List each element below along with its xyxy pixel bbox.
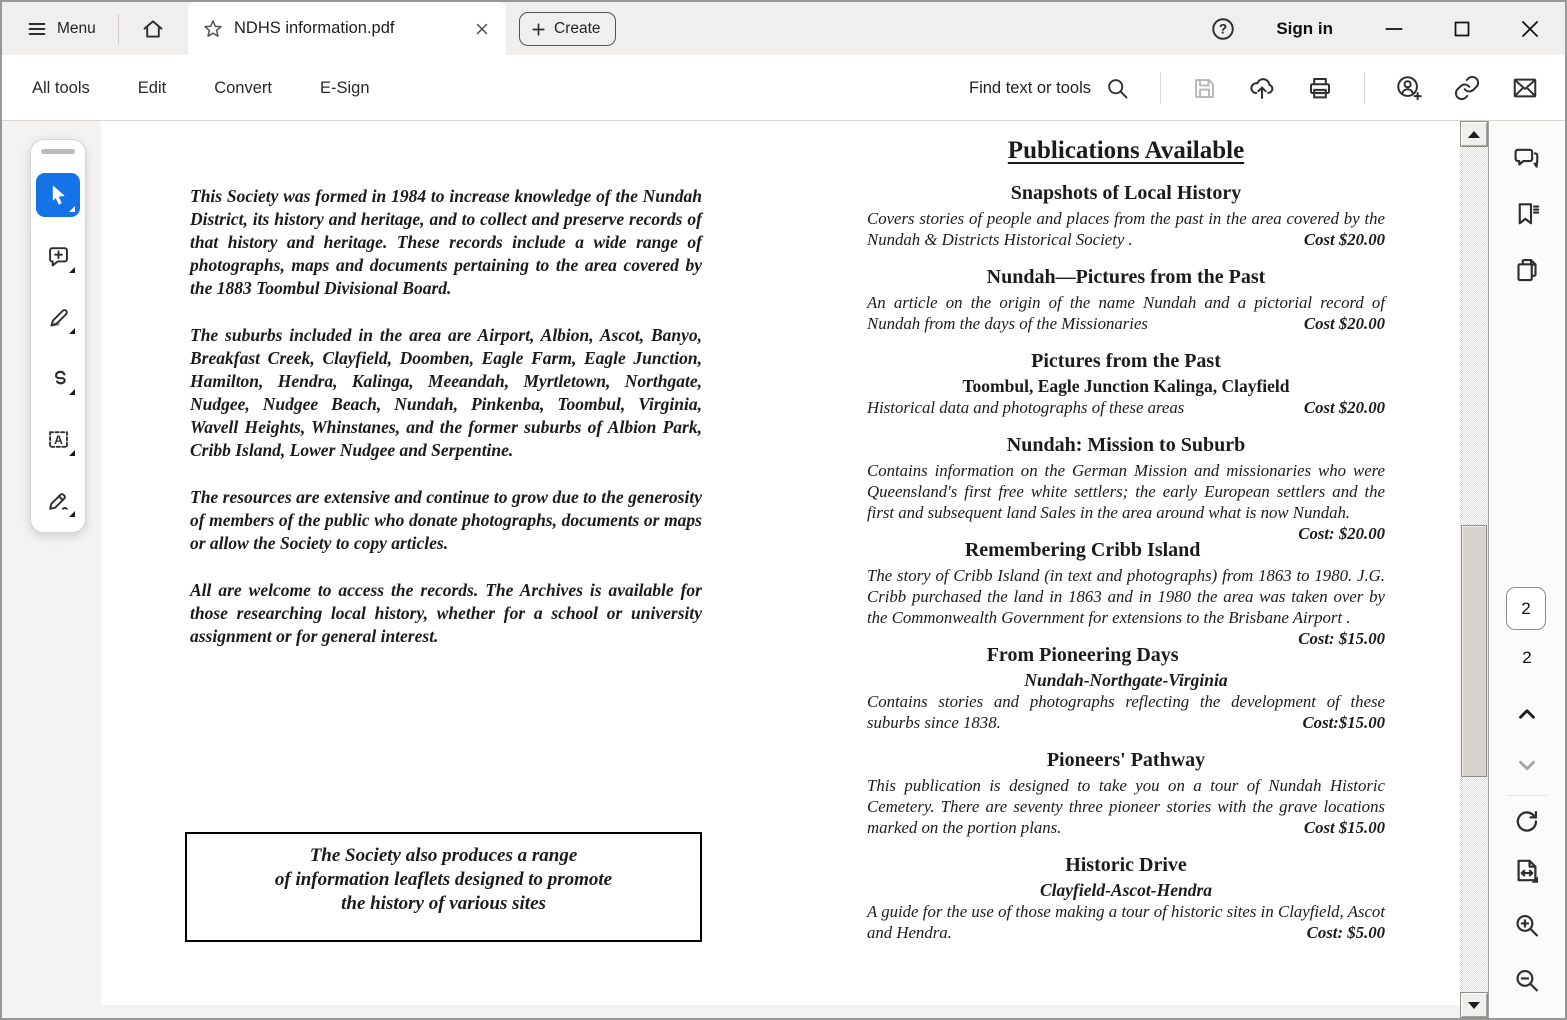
add-user-button[interactable] <box>1395 74 1423 102</box>
publication-entry <box>867 853 1385 943</box>
menu-button[interactable] <box>16 12 106 46</box>
tool-options-indicator <box>69 389 75 395</box>
rotate-icon <box>1513 807 1542 836</box>
fit-width-button[interactable] <box>1512 855 1543 886</box>
svg-text:?: ? <box>1219 21 1228 37</box>
document-viewer <box>2 121 1489 1018</box>
publication-entry <box>867 181 1385 250</box>
publication-entry <box>867 433 1385 543</box>
minimize-icon <box>1381 16 1407 42</box>
toolbar <box>2 55 1565 121</box>
zoom-out-button[interactable] <box>1513 966 1542 995</box>
save-icon <box>1191 75 1218 102</box>
publication-desc-text: Covers stories of people and places from the past in the area covered by the Nundah & Districts Historical Society . <box>867 209 1385 249</box>
plus-icon <box>530 21 547 38</box>
publication-cost: Cost $20.00 <box>1303 314 1385 333</box>
intro-paragraph: This Society was formed in 1984 to increase knowledge of the Nundah District, its history and heritage, and to collect and preserve records of that history and heritage. These records include a wide range of photographs, maps and documents pertaining to the area covered by the 1883 Toombul Divisional Board. <box>190 186 702 298</box>
publication-entry <box>867 643 1385 733</box>
publication-subtitle: Nundah-Northgate-Virginia <box>1024 670 1228 690</box>
comments-panel-button[interactable] <box>1512 143 1542 173</box>
publication-desc <box>867 292 1385 334</box>
text-select-tool-button[interactable] <box>36 417 80 461</box>
highlight-tool-button[interactable] <box>36 295 80 339</box>
tab-close-button[interactable] <box>470 17 494 41</box>
link-icon <box>1453 74 1481 102</box>
publication-title: Nundah—Pictures from the Past <box>986 266 1266 288</box>
next-page-button[interactable] <box>1514 752 1540 778</box>
leaflet-note-box <box>185 832 702 942</box>
publication-cost: Cost $20.00 <box>1303 230 1385 249</box>
sign-tool-button[interactable] <box>36 478 80 522</box>
publication-desc <box>867 460 1385 543</box>
publication-cost: Cost: $15.00 <box>1298 629 1385 648</box>
publication-desc-text: This publication is designed to take you on a tour of Nundah Historic Cemetery. There are seventy three pioneer stories with the grave locations marked on the portion plans. <box>867 776 1385 837</box>
publication-title: Snapshots of Local History <box>1010 182 1242 204</box>
bookmarks-panel-button[interactable] <box>1512 199 1542 229</box>
toolbar-divider <box>1160 72 1161 104</box>
print-button[interactable] <box>1306 74 1334 102</box>
publication-desc-text: Contains information on the German Mission and missionaries who were Queensland's first free white settlers; the early European settlers and the first and subsequent land Sales in the area around what is now Nundah. <box>867 461 1385 522</box>
publication-desc-text: Historical data and photographs of these areas <box>867 398 1185 417</box>
menu-all-tools[interactable]: All tools <box>32 78 90 97</box>
add-comment-icon <box>45 243 72 270</box>
printer-icon <box>1306 74 1334 102</box>
publication-entry <box>867 748 1385 838</box>
create-label: Create <box>554 20 601 37</box>
menu-label: Menu <box>57 19 96 37</box>
publication-cost: Cost $20.00 <box>1303 398 1385 417</box>
text-select-icon <box>45 426 72 453</box>
search-icon <box>1105 76 1130 101</box>
publication-desc-text: Contains stories and photographs reflecting the development of these suburbs since 1838. <box>867 692 1385 732</box>
publication-desc-text: An article on the origin of the name Nundah and a pictorial record of Nundah from the days of the Missionaries <box>867 293 1385 333</box>
leaflet-note-line: The Society also produces a range <box>309 845 578 866</box>
previous-page-button[interactable] <box>1514 701 1540 727</box>
help-button[interactable] <box>1210 16 1236 42</box>
publication-title: Nundah: Mission to Suburb <box>1006 434 1246 456</box>
tool-options-indicator <box>69 328 75 334</box>
create-button[interactable] <box>519 12 616 46</box>
window-close-icon <box>1517 16 1543 42</box>
tool-palette <box>30 139 86 533</box>
zoom-in-icon <box>1513 911 1542 940</box>
chevron-up-icon <box>1514 701 1540 727</box>
publication-desc-text: A guide for the use of those making a tour of historic sites in Clayfield, Ascot and Hendra. <box>867 902 1385 942</box>
publication-title: Remembering Cribb Island <box>964 539 1201 561</box>
tool-options-indicator <box>69 511 75 517</box>
right-panel <box>1489 121 1565 1018</box>
publication-title: Pioneers' Pathway <box>1046 749 1206 771</box>
intro-column <box>190 185 702 672</box>
cloud-upload-icon <box>1248 74 1276 102</box>
menu-convert[interactable]: Convert <box>214 78 272 97</box>
rotate-page-button[interactable] <box>1513 807 1542 836</box>
scroll-down-icon <box>1468 1002 1480 1009</box>
email-icon <box>1511 74 1539 102</box>
help-icon <box>1210 16 1236 42</box>
pages-panel-button[interactable] <box>1512 255 1542 285</box>
publication-desc <box>867 208 1385 250</box>
svg-text:A: A <box>53 432 63 447</box>
publication-desc <box>867 775 1385 838</box>
publication-title: Historic Drive <box>1065 854 1187 876</box>
find-label: Find text or tools <box>969 78 1091 97</box>
star-icon[interactable] <box>202 18 224 40</box>
zoom-out-icon <box>1513 966 1542 995</box>
scroll-down-button[interactable] <box>1460 992 1488 1018</box>
pdf-page <box>101 121 1461 1005</box>
close-icon <box>473 20 491 38</box>
publication-entry <box>867 538 1385 648</box>
publications-column <box>867 137 1385 958</box>
sign-in-button[interactable]: Sign in <box>1276 18 1333 38</box>
document-tab[interactable] <box>188 2 506 55</box>
publication-subtitle: Clayfield-Ascot-Hendra <box>1039 880 1213 900</box>
bookmark-icon <box>1512 199 1542 229</box>
home-button[interactable] <box>131 11 175 47</box>
publication-desc <box>867 901 1385 943</box>
publication-subtitle: Toombul, Eagle Junction Kalinga, Clayfield <box>962 376 1290 396</box>
titlebar-divider <box>118 14 119 44</box>
page-number-input[interactable] <box>1506 587 1546 630</box>
add-comment-tool-button[interactable] <box>36 234 80 278</box>
scroll-up-icon <box>1468 131 1480 138</box>
tab-title: NDHS information.pdf <box>234 19 395 37</box>
add-user-icon <box>1395 74 1423 102</box>
comments-icon <box>1512 143 1542 173</box>
publication-cost: Cost:$15.00 <box>1302 713 1385 732</box>
highlighter-icon <box>45 304 72 331</box>
cursor-icon <box>45 182 71 208</box>
panel-divider <box>1507 795 1547 796</box>
tool-options-indicator <box>69 206 75 212</box>
maximize-icon <box>1449 16 1475 42</box>
signature-pen-icon <box>45 487 72 514</box>
link-button[interactable] <box>1453 74 1481 102</box>
publication-desc <box>867 565 1385 648</box>
window-close-button[interactable] <box>1509 11 1551 47</box>
home-icon <box>141 17 165 41</box>
share-upload-button[interactable] <box>1248 74 1276 102</box>
publication-title: From Pioneering Days <box>986 644 1179 666</box>
publication-title: Pictures from the Past <box>1031 350 1221 372</box>
leaflet-note-line: of information leaflets designed to promote <box>274 869 613 890</box>
intro-paragraph: The resources are extensive and continue to grow due to the generosity of members of the public who donate photographs, documents or maps or allow the Society to copy articles. <box>190 487 702 553</box>
publication-entry <box>867 349 1385 418</box>
fit-width-icon <box>1512 855 1543 886</box>
palette-drag-handle[interactable] <box>41 149 75 154</box>
draw-squiggle-icon <box>45 365 72 392</box>
find-text-button[interactable] <box>969 76 1130 101</box>
select-tool-button[interactable] <box>36 173 80 217</box>
publication-desc <box>867 397 1385 418</box>
tool-options-indicator <box>69 450 75 456</box>
tool-options-indicator <box>69 267 75 273</box>
save-button[interactable] <box>1191 75 1218 102</box>
scrollbar-thumb[interactable] <box>1461 525 1487 777</box>
total-pages-label: 2 <box>1522 648 1532 667</box>
maximize-button[interactable] <box>1441 11 1483 47</box>
minimize-button[interactable] <box>1373 11 1415 47</box>
intro-paragraph: The suburbs included in the area are Airport, Albion, Ascot, Banyo, Breakfast Creek, Clayfield, Doomben, Eagle Farm, Eagle Junction, Hamilton, Hendra, Kalinga, Meeandah, Myrtletown, Northgate, Nudgee, Nudgee Beach, Nundah, Pinkenba, Toombul, Virginia, Wavell Heights, Whinstanes, and the former suburbs of Albion Park, Cribb Island, Lower Nudgee and Serpentine. <box>190 325 702 460</box>
leaflet-note-line: the history of various sites <box>341 893 546 914</box>
toolbar-divider <box>1364 72 1365 104</box>
publications-heading: Publications Available <box>1007 137 1245 164</box>
menu-esign[interactable]: E-Sign <box>320 78 370 97</box>
document-scrollbar[interactable] <box>1460 121 1488 1018</box>
email-button[interactable] <box>1511 74 1539 102</box>
publication-entry <box>867 265 1385 334</box>
publication-cost: Cost: $5.00 <box>1306 923 1385 942</box>
scroll-up-button[interactable] <box>1460 121 1488 147</box>
publication-cost: Cost: $20.00 <box>1298 524 1385 543</box>
titlebar <box>2 2 1565 55</box>
publication-desc-text: The story of Cribb Island (in text and photographs) from 1863 to 1980. J.G. Cribb purchased the land in 1863 and in 1980 the area was taken over by the Commonwealth Government for extensions to the Brisbane Airport . <box>867 566 1385 627</box>
publication-desc <box>867 691 1385 733</box>
draw-tool-button[interactable] <box>36 356 80 400</box>
zoom-in-button[interactable] <box>1513 911 1542 940</box>
hamburger-icon <box>26 18 48 40</box>
publication-cost: Cost $15.00 <box>1303 818 1385 837</box>
intro-paragraph: All are welcome to access the records. The Archives is available for those researching local history, whether for a school or university assignment or for general interest. <box>190 580 702 646</box>
chevron-down-icon <box>1514 752 1540 778</box>
menu-edit[interactable]: Edit <box>137 78 167 97</box>
pages-icon <box>1512 255 1542 285</box>
